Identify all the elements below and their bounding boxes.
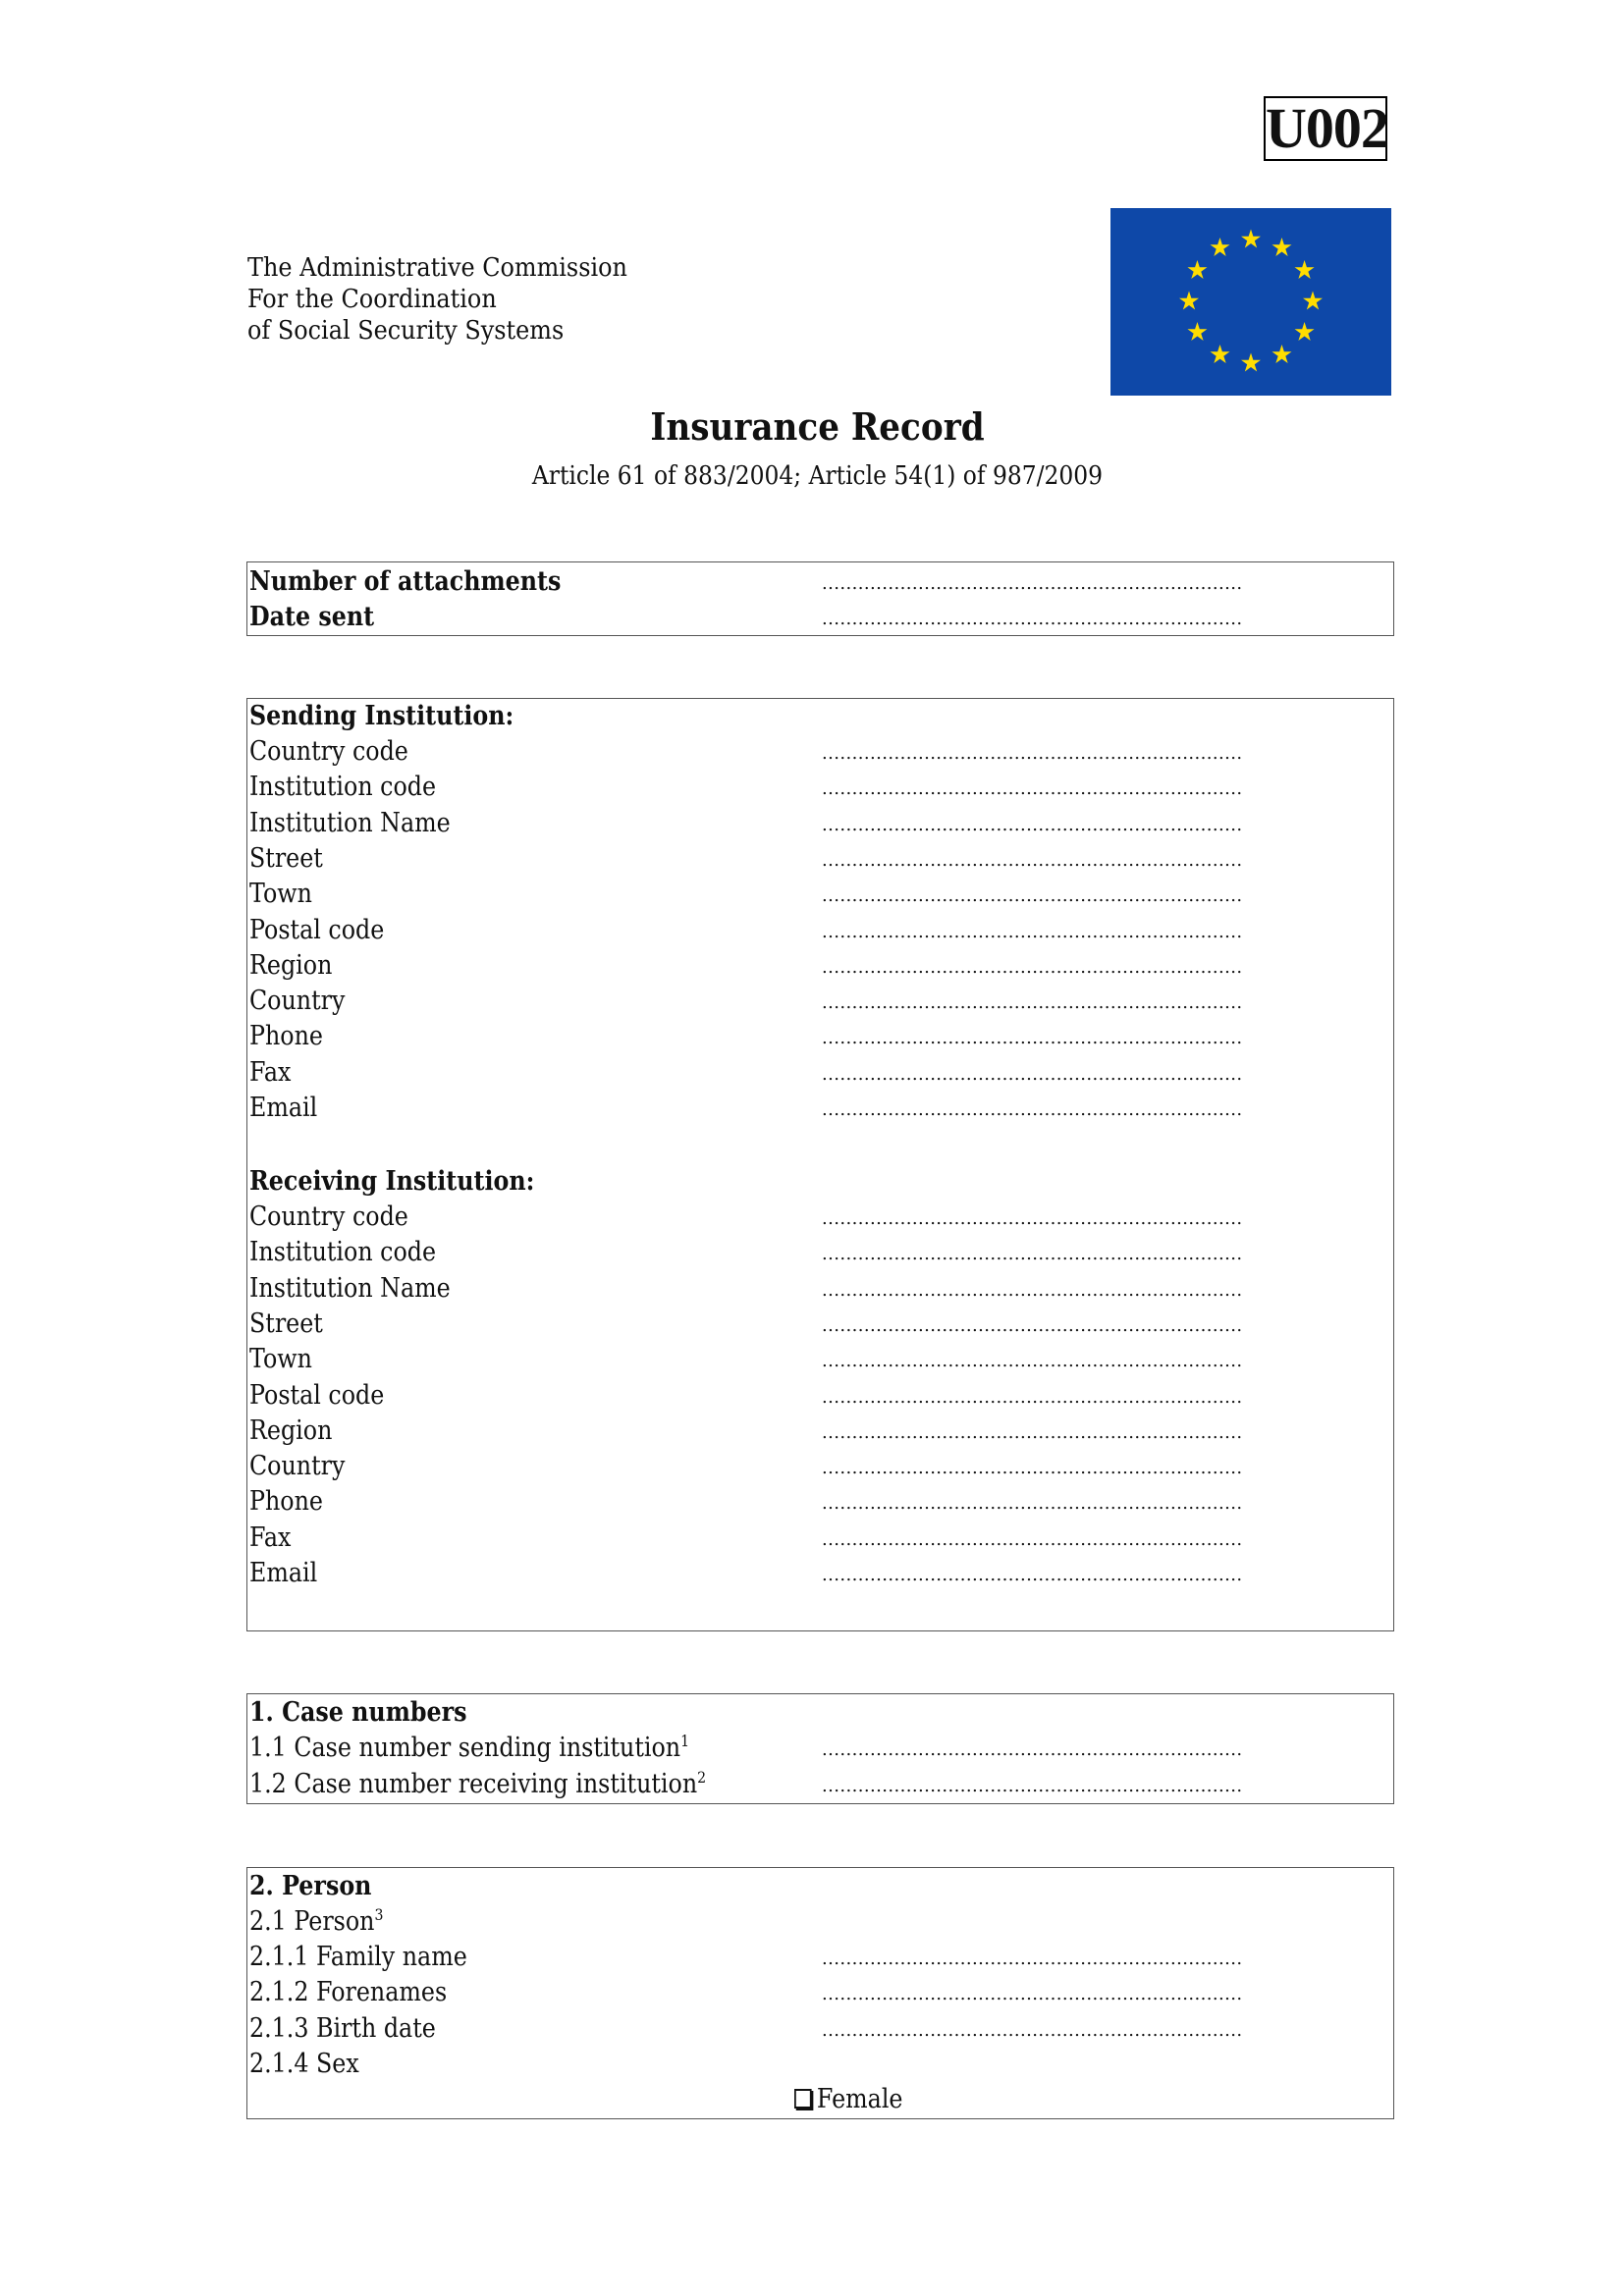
person-subheading-row [247,1904,1393,1940]
sending-field-input[interactable]: ...................................................................... [822,814,1243,835]
sending-field-input[interactable]: ...................................................................... [822,1063,1243,1085]
receiving-field-label: Country code [249,1201,408,1232]
receiving-institution-heading: Receiving Institution: [249,1166,535,1197]
family-name-label: 2.1.1 Family name [249,1942,467,1972]
flag-star [1241,353,1261,372]
family-name-input[interactable]: ...................................................................... [822,1949,1243,1969]
flag-star [1295,322,1315,341]
receiving-field-input[interactable]: ...................................................................... [822,1565,1243,1585]
eu-flag-stars [1110,208,1391,396]
female-option[interactable] [794,2082,902,2117]
attachments-label: Number of attachments [249,566,562,597]
person-heading-row [247,1869,1393,1904]
date-sent-label: Date sent [249,602,375,632]
person-box [246,1867,1394,2119]
receiving-field-row [247,1556,1393,1591]
case-numbers-heading: 1. Case numbers [249,1697,467,1728]
footnote-1: 1 [680,1732,690,1750]
birth-date-input[interactable]: ...................................................................... [822,2020,1243,2041]
flag-star [1211,345,1230,363]
flag-star [1303,292,1323,310]
case-number-receiving-input[interactable]: ...................................................................... [822,1776,1243,1796]
sending-field-label: Region [249,949,333,981]
receiving-field-input[interactable]: ...................................................................... [822,1279,1243,1301]
flag-star [1272,345,1292,363]
sending-field-row [247,806,1393,841]
receiving-field-input[interactable]: ...................................................................... [822,1351,1243,1372]
case-number-sending-input[interactable]: ...................................................................... [822,1739,1243,1760]
person-subheading: 2.1 Person$^3$ [249,1905,384,1937]
receiving-field-row [247,1200,1393,1235]
sending-field-input[interactable]: ...................................................................... [822,849,1243,871]
sending-field-row [247,877,1393,912]
sending-field-row [247,1055,1393,1091]
receiving-field-label: Postal code [249,1379,385,1411]
page-subtitle: Article 61 of 883/2004; Article 54(1) of 987/2009 [531,461,1104,491]
eu-flag [1110,208,1391,396]
receiving-field-label: Email [249,1558,318,1588]
case-numbers-heading-row [247,1695,1393,1731]
sending-field-label: Phone [249,1021,323,1052]
page-title: Insurance Record [650,404,985,449]
sending-field-input[interactable]: ...................................................................... [822,992,1243,1014]
receiving-field-input[interactable]: ...................................................................... [822,1244,1243,1265]
forenames-input[interactable]: ...................................................................... [822,1984,1243,2004]
receiving-field-label: Town [249,1344,312,1375]
receiving-field-input[interactable]: ...................................................................... [822,1458,1243,1479]
receiving-field-input[interactable]: ...................................................................... [822,1493,1243,1515]
sending-field-row [247,1019,1393,1054]
flag-star [1295,260,1315,279]
sending-field-label: Fax [249,1056,292,1088]
receiving-field-label: Region [249,1415,333,1446]
receiving-field-input[interactable]: ...................................................................... [822,1421,1243,1443]
sending-field-input[interactable]: ...................................................................... [822,956,1243,978]
header-fields-box [246,561,1394,636]
sending-field-label: Email [249,1093,318,1123]
flag-star [1211,238,1230,256]
form-code: U002 [1266,96,1388,160]
sending-institution-heading: Sending Institution: [249,701,514,731]
attachments-input[interactable]: ...................................................................... [822,573,1243,594]
receiving-field-row [247,1235,1393,1270]
female-label: Female [816,2084,903,2114]
case-number-receiving-row [247,1767,1393,1802]
sending-field-input[interactable]: ...................................................................... [822,1099,1243,1120]
sending-field-label: Postal code [249,914,385,945]
receiving-field-input[interactable]: ...................................................................... [822,1314,1243,1336]
receiving-field-input[interactable]: ...................................................................... [822,1386,1243,1408]
sending-field-input[interactable]: ...................................................................... [822,1028,1243,1049]
flag-star [1187,322,1207,341]
sex-label: 2.1.4 Sex [249,2049,359,2079]
receiving-field-row [247,1271,1393,1307]
case-number-sending-row [247,1731,1393,1766]
birth-date-label: 2.1.3 Birth date [249,2013,436,2044]
receiving-field-label: Fax [249,1522,292,1553]
birth-date-row [247,2011,1393,2047]
flag-star [1179,292,1199,310]
sending-field-row [247,984,1393,1019]
receiving-field-row [247,1307,1393,1342]
sending-field-row [247,734,1393,770]
flag-star [1187,260,1207,279]
receiving-field-row [247,1521,1393,1556]
case-number-receiving-label: 1.2 Case number receiving institution$^2$ [249,1768,707,1799]
case-numbers-box [246,1693,1394,1804]
family-name-row [247,1940,1393,1975]
forenames-row [247,1975,1393,2010]
receiving-field-input[interactable]: ...................................................................... [822,1528,1243,1550]
receiving-field-label: Street [249,1308,323,1339]
sending-field-label: Country code [249,736,408,767]
receiving-field-row [247,1378,1393,1414]
receiving-field-row [247,1414,1393,1449]
sending-field-label: Institution code [249,772,437,803]
date-sent-row [247,600,1393,635]
sending-heading-row [247,699,1393,734]
receiving-field-row [247,1342,1393,1377]
receiving-field-label: Institution code [249,1237,437,1268]
sending-field-input[interactable]: ...................................................................... [822,921,1243,942]
receiving-field-label: Country [249,1451,346,1482]
person-heading: 2. Person [249,1871,372,1901]
commission-line-2: For the Coordination [247,285,497,314]
institutions-box [246,698,1394,1631]
forenames-label: 2.1.2 Forenames [249,1977,448,2007]
commission-line-3: of Social Security Systems [247,316,565,346]
flag-star [1241,230,1261,248]
receiving-field-row [247,1484,1393,1520]
sex-row [247,2047,1393,2082]
case-number-sending-label: 1.1 Case number sending institution$^1$ [249,1732,690,1763]
sending-field-input[interactable]: ...................................................................... [822,743,1243,764]
receiving-field-label: Phone [249,1486,323,1518]
sending-field-input[interactable]: ...................................................................... [822,885,1243,907]
receiving-field-label: Institution Name [249,1272,451,1304]
sending-field-input[interactable]: ...................................................................... [822,778,1243,800]
commission-name [247,252,627,347]
sending-field-row [247,913,1393,948]
footnote-2: 2 [697,1768,707,1787]
sending-field-label: Country [249,986,346,1017]
sending-field-label: Street [249,842,323,874]
sending-field-row [247,948,1393,984]
sending-field-label: Town [249,879,312,910]
sending-field-label: Institution Name [249,807,451,838]
receiving-field-row [247,1449,1393,1484]
receiving-heading-row [247,1164,1393,1200]
date-sent-input[interactable]: ...................................................................... [822,609,1243,629]
flag-star [1272,238,1292,256]
sending-field-row [247,1091,1393,1126]
sex-female-row [247,2082,1393,2117]
receiving-field-input[interactable]: ...................................................................... [822,1208,1243,1229]
sending-field-row [247,770,1393,805]
sending-field-row [247,841,1393,877]
commission-line-1: The Administrative Commission [247,253,627,283]
footnote-3: 3 [374,1905,384,1924]
female-checkbox[interactable] [794,2089,812,2109]
attachments-row [247,564,1393,600]
